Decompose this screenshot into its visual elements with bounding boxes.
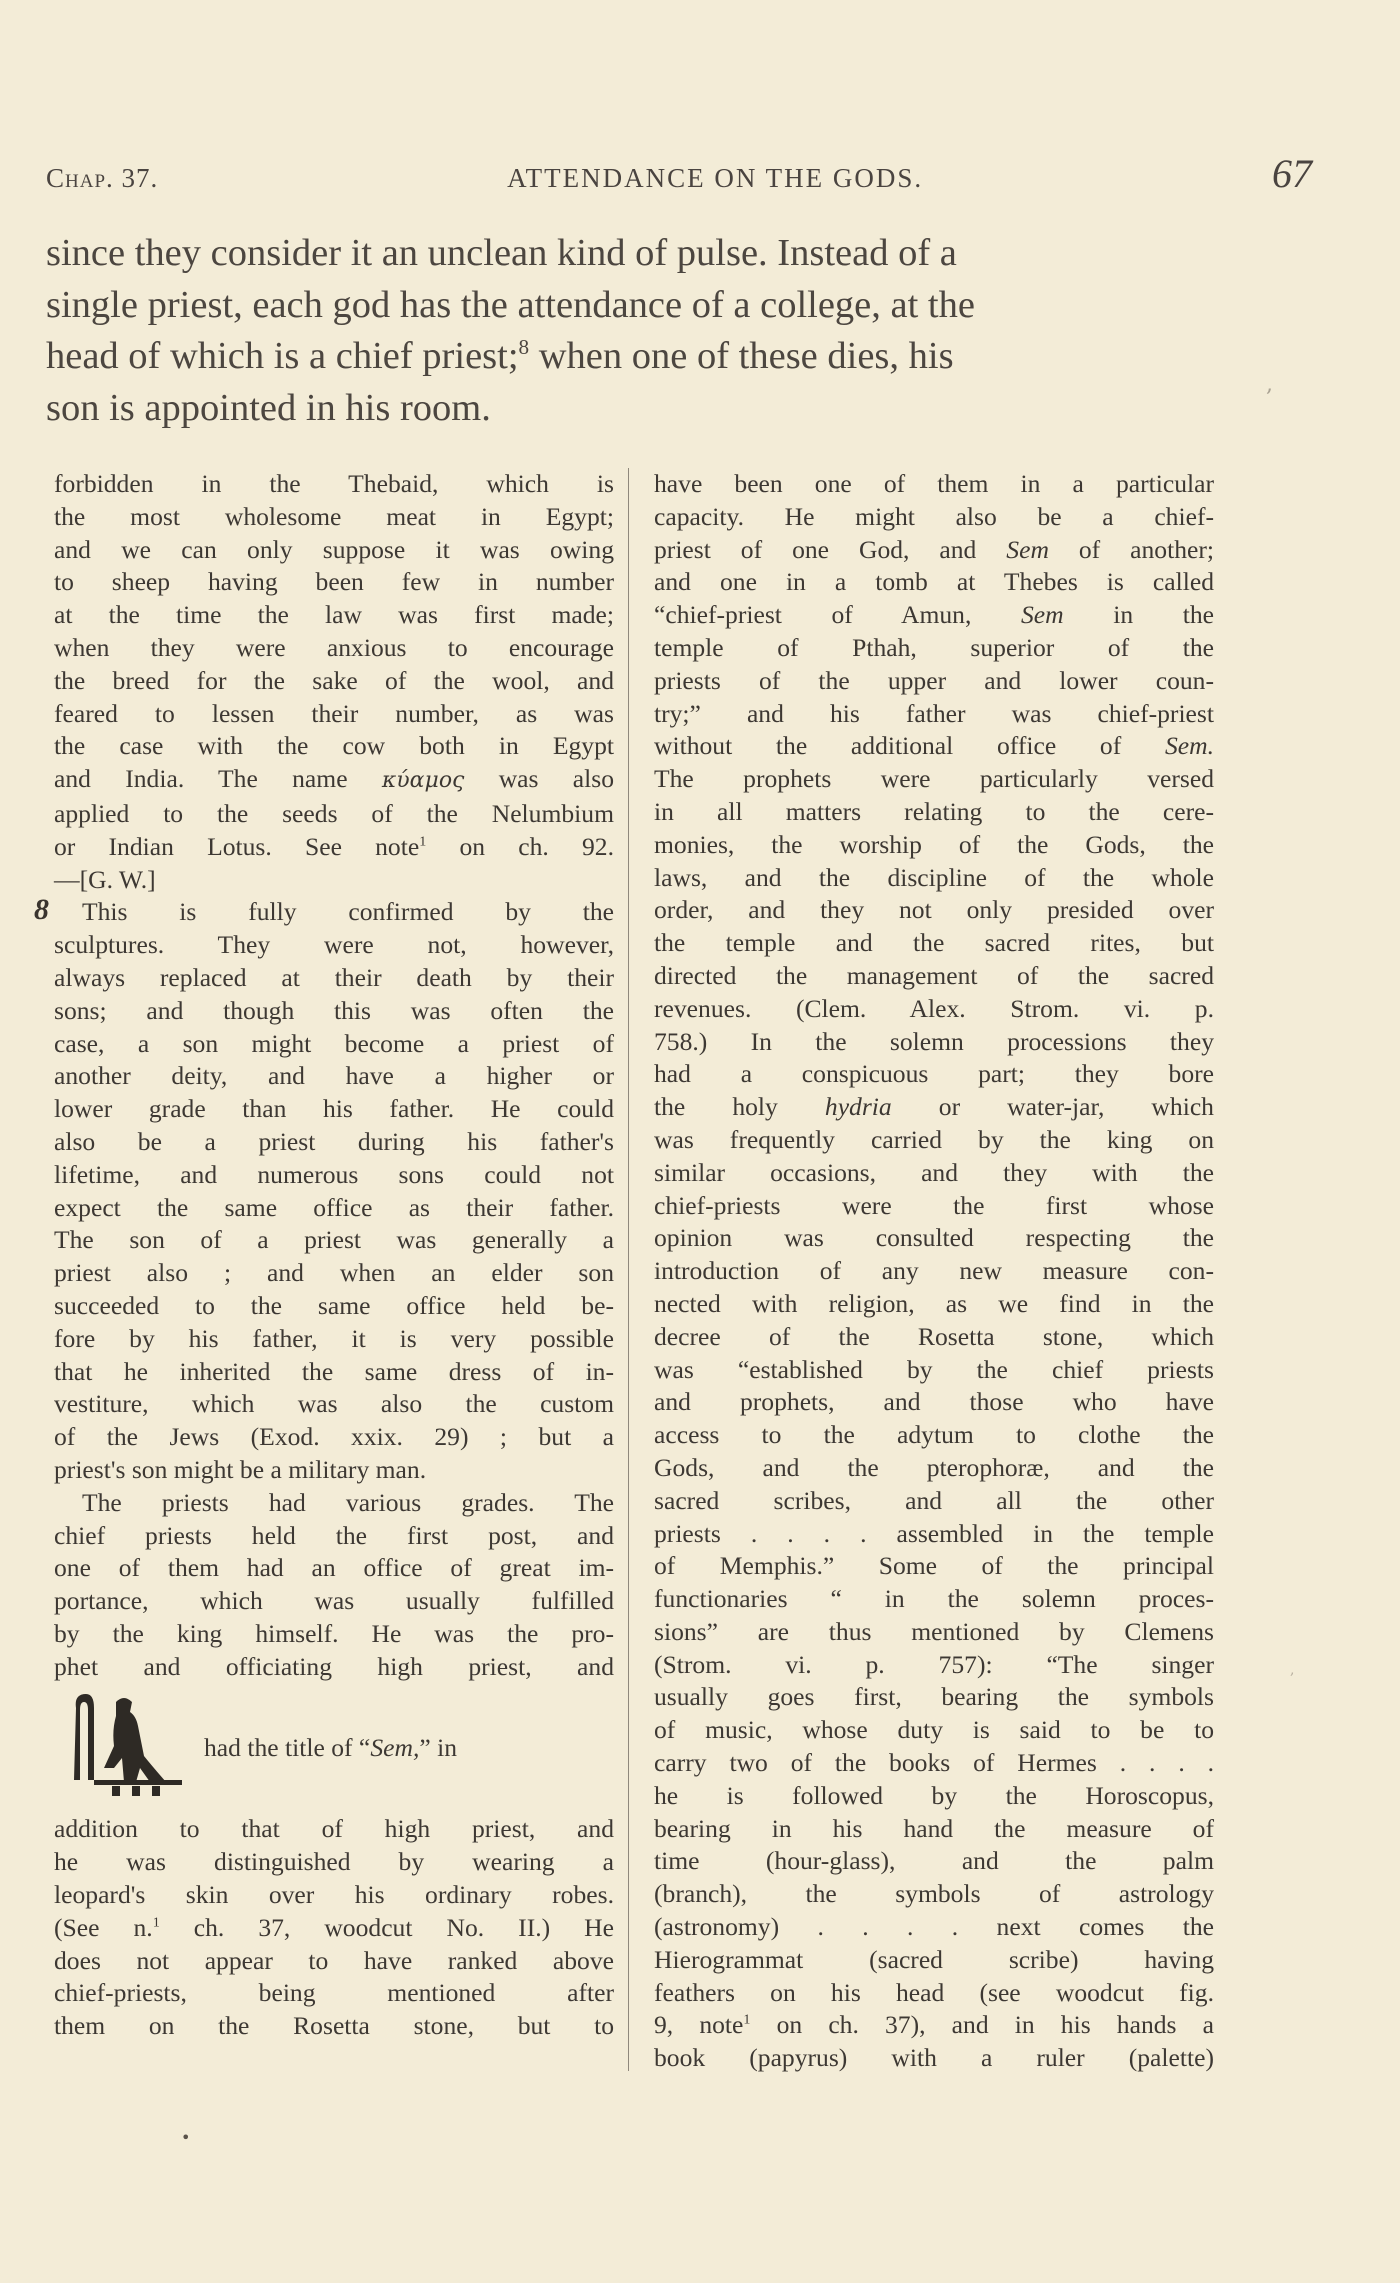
- right-column: [654, 468, 1214, 2075]
- text-line: priest of one God, and Sem of another;: [654, 534, 1214, 564]
- text-line: forbidden in the Thebaid, which is: [54, 469, 614, 498]
- main-line: head of which is a chief priest;$^8$ when one of these dies, his: [46, 335, 954, 377]
- text-line: was frequently carried by the king on: [654, 1124, 1214, 1154]
- text-line: feared to lessen their number, as was: [54, 698, 614, 728]
- text-line: 9, note$^1$ on ch. 37), and in his hands a: [654, 2010, 1214, 2040]
- text-line: the holy hydria or water-jar, which: [654, 1092, 1214, 1122]
- text-line: that he inherited the same dress of in-: [54, 1356, 614, 1386]
- text-line: the case with the cow both in Egypt: [54, 731, 614, 761]
- text-line: bearing in his hand the measure of: [654, 1813, 1214, 1843]
- text-line: capacity. He might also be a chief-: [654, 501, 1214, 531]
- hieroglyph-caption: had the title of “Sem,” in: [204, 1733, 458, 1763]
- sem-hieroglyph-icon: [54, 1688, 204, 1808]
- text-line: succeeded to the same office held be-: [54, 1290, 614, 1320]
- running-title: ATTENDANCE ON THE GODS.: [507, 163, 924, 193]
- note-ref: 1: [419, 833, 427, 850]
- text-line: and prophets, and those who have: [654, 1387, 1214, 1417]
- text-line: applied to the seeds of the Nelumbium: [54, 798, 614, 828]
- greek-word: κύαμος: [381, 768, 465, 794]
- stray-mark: ,: [1290, 1662, 1295, 1678]
- text-line: The son of a priest was generally a: [54, 1225, 614, 1255]
- text-line: lower grade than his father. He could: [54, 1094, 614, 1124]
- text-line: temple of Pthah, superior of the: [654, 632, 1214, 662]
- text-line: sions” are thus mentioned by Clemens: [654, 1616, 1214, 1646]
- chapter-label: Chap. 37.: [46, 163, 159, 193]
- text-line: portance, which was usually fulfilled: [54, 1586, 614, 1616]
- text-line: (astronomy) . . . . next comes the: [654, 1912, 1214, 1942]
- text-line: the breed for the sake of the wool, and: [54, 665, 614, 695]
- text-line: had a conspicuous part; they bore: [654, 1059, 1214, 1089]
- text-line: and India. The name κύαμος was also: [54, 764, 615, 794]
- text-line: was “established by the chief priests: [654, 1354, 1214, 1384]
- text-line: he is followed by the Horoscopus,: [654, 1780, 1214, 1810]
- text-line: order, and they not only presided over: [654, 895, 1214, 925]
- text-line: and we can only suppose it was owing: [54, 534, 614, 564]
- pencil-mark: ,: [1266, 372, 1273, 397]
- text-line: of music, whose duty is said to be to: [654, 1715, 1214, 1745]
- text-line: opinion was consulted respecting the: [654, 1223, 1214, 1253]
- footnote-marker: 8: [34, 893, 49, 926]
- main-line: single priest, each god has the attendance of a college, at the: [46, 283, 975, 326]
- text-line: functionaries “ in the solemn proces-: [654, 1584, 1214, 1614]
- text-line: addition to that of high priest, and: [54, 1814, 614, 1844]
- text-line: of the Jews (Exod. xxix. 29) ; but a: [54, 1422, 614, 1452]
- text-line: (branch), the symbols of astrology: [654, 1879, 1214, 1909]
- text-line: chief-priests, being mentioned after: [54, 1978, 614, 2008]
- text-line: have been one of them in a particular: [654, 469, 1214, 498]
- text-line: the temple and the sacred rites, but: [654, 928, 1214, 958]
- text-line: The prophets were particularly versed: [654, 764, 1214, 794]
- text-line: Hierogrammat (sacred scribe) having: [654, 1944, 1214, 1974]
- text-line: in all matters relating to the cere-: [654, 796, 1214, 826]
- text-line: sacred scribes, and all the other: [654, 1485, 1214, 1515]
- text-line: chief priests held the first post, and: [54, 1520, 614, 1550]
- text-line: feathers on his head (see woodcut fig.: [654, 1977, 1214, 2007]
- text-line: phet and officiating high priest, and: [54, 1651, 614, 1681]
- text-line: access to the adytum to clothe the: [654, 1420, 1214, 1450]
- text-line: fore by his father, it is very possible: [54, 1323, 614, 1353]
- text-line: introduction of any new measure con-: [654, 1256, 1214, 1286]
- text-line: the most wholesome meat in Egypt;: [54, 501, 614, 531]
- text-line: laws, and the discipline of the whole: [654, 862, 1214, 892]
- text-line: another deity, and have a higher or: [54, 1061, 614, 1091]
- ink-dot: •: [181, 2128, 191, 2147]
- text-line: at the time the law was first made;: [54, 600, 614, 630]
- text-line: he was distinguished by wearing a: [54, 1847, 614, 1877]
- text-line: directed the management of the sacred: [654, 960, 1214, 990]
- text-line: similar occasions, and they with the: [654, 1157, 1214, 1187]
- text-line: them on the Rosetta stone, but to: [54, 2011, 614, 2041]
- text-line: 758.) In the solemn processions they: [654, 1026, 1214, 1056]
- text-line: try;” and his father was chief-priest: [654, 698, 1214, 728]
- text-line: lifetime, and numerous sons could not: [54, 1159, 614, 1189]
- text-line: priests . . . . assembled in the temple: [654, 1518, 1214, 1548]
- text-line: leopard's skin over his ordinary robes.: [54, 1880, 614, 1910]
- text-line: and one in a tomb at Thebes is called: [654, 567, 1214, 597]
- text-line: “chief-priest of Amun, Sem in the: [654, 600, 1215, 630]
- text-line: by the king himself. He was the pro-: [54, 1618, 614, 1648]
- text-line: This is fully confirmed by the: [82, 897, 614, 927]
- hieroglyph-row: [54, 1683, 614, 1813]
- column-rule: [628, 468, 629, 2071]
- main-line: son is appointed in his room.: [46, 386, 491, 429]
- text-line: revenues. (Clem. Alex. Strom. vi. p.: [654, 993, 1214, 1023]
- text-line: expect the same office as their father.: [54, 1192, 614, 1222]
- text-line: priest also ; and when an elder son: [54, 1258, 614, 1288]
- text-line: vestiture, which was also the custom: [54, 1389, 614, 1419]
- text-line: case, a son might become a priest of: [54, 1028, 614, 1058]
- text-line: or Indian Lotus. See note$^1$ on ch. 92.: [54, 831, 614, 861]
- text-line: also be a priest during his father's: [54, 1126, 614, 1156]
- text-line: usually goes first, bearing the symbols: [654, 1682, 1214, 1712]
- text-line: priest's son might be a military man.: [54, 1454, 427, 1484]
- text-line: nected with religion, as we find in the: [654, 1288, 1214, 1318]
- main-line: since they consider it an unclean kind of pulse. Instead of a: [46, 232, 957, 274]
- text-line: to sheep having been few in number: [54, 567, 614, 597]
- text-line: carry two of the books of Hermes . . . .: [654, 1748, 1214, 1778]
- text-line: Gods, and the pterophoræ, and the: [654, 1452, 1214, 1482]
- main-text: [46, 228, 1216, 434]
- page-number: 67: [1271, 151, 1312, 196]
- text-line: book (papyrus) with a ruler (palette): [654, 2043, 1214, 2073]
- text-line: sculptures. They were not, however,: [54, 930, 614, 960]
- text-line: priests of the upper and lower coun-: [654, 665, 1214, 695]
- text-line: (See n.$^1$ ch. 37, woodcut No. II.) He: [54, 1912, 614, 1942]
- text-line: time (hour-glass), and the palm: [654, 1846, 1214, 1876]
- running-head: [46, 150, 1312, 196]
- text-line: (Strom. vi. p. 757): “The singer: [654, 1649, 1214, 1679]
- footnote-ref[interactable]: 8: [518, 335, 530, 360]
- text-line: monies, the worship of the Gods, the: [654, 829, 1214, 859]
- text-line: chief-priests were the first whose: [654, 1190, 1214, 1220]
- text-line: one of them had an office of great im-: [54, 1553, 614, 1583]
- text-line: sons; and though this was often the: [54, 995, 614, 1025]
- text-line: without the additional office of Sem.: [654, 731, 1214, 761]
- text-line: does not appear to have ranked above: [54, 1945, 614, 1975]
- left-column: [54, 468, 614, 2043]
- signature: —[G. W.]: [54, 864, 156, 894]
- text-line: when they were anxious to encourage: [54, 632, 614, 662]
- text-line: of Memphis.” Some of the principal: [654, 1551, 1214, 1581]
- text-line: decree of the Rosetta stone, which: [654, 1321, 1214, 1351]
- text-line: The priests had various grades. The: [82, 1487, 614, 1517]
- text-line: always replaced at their death by their: [54, 962, 614, 992]
